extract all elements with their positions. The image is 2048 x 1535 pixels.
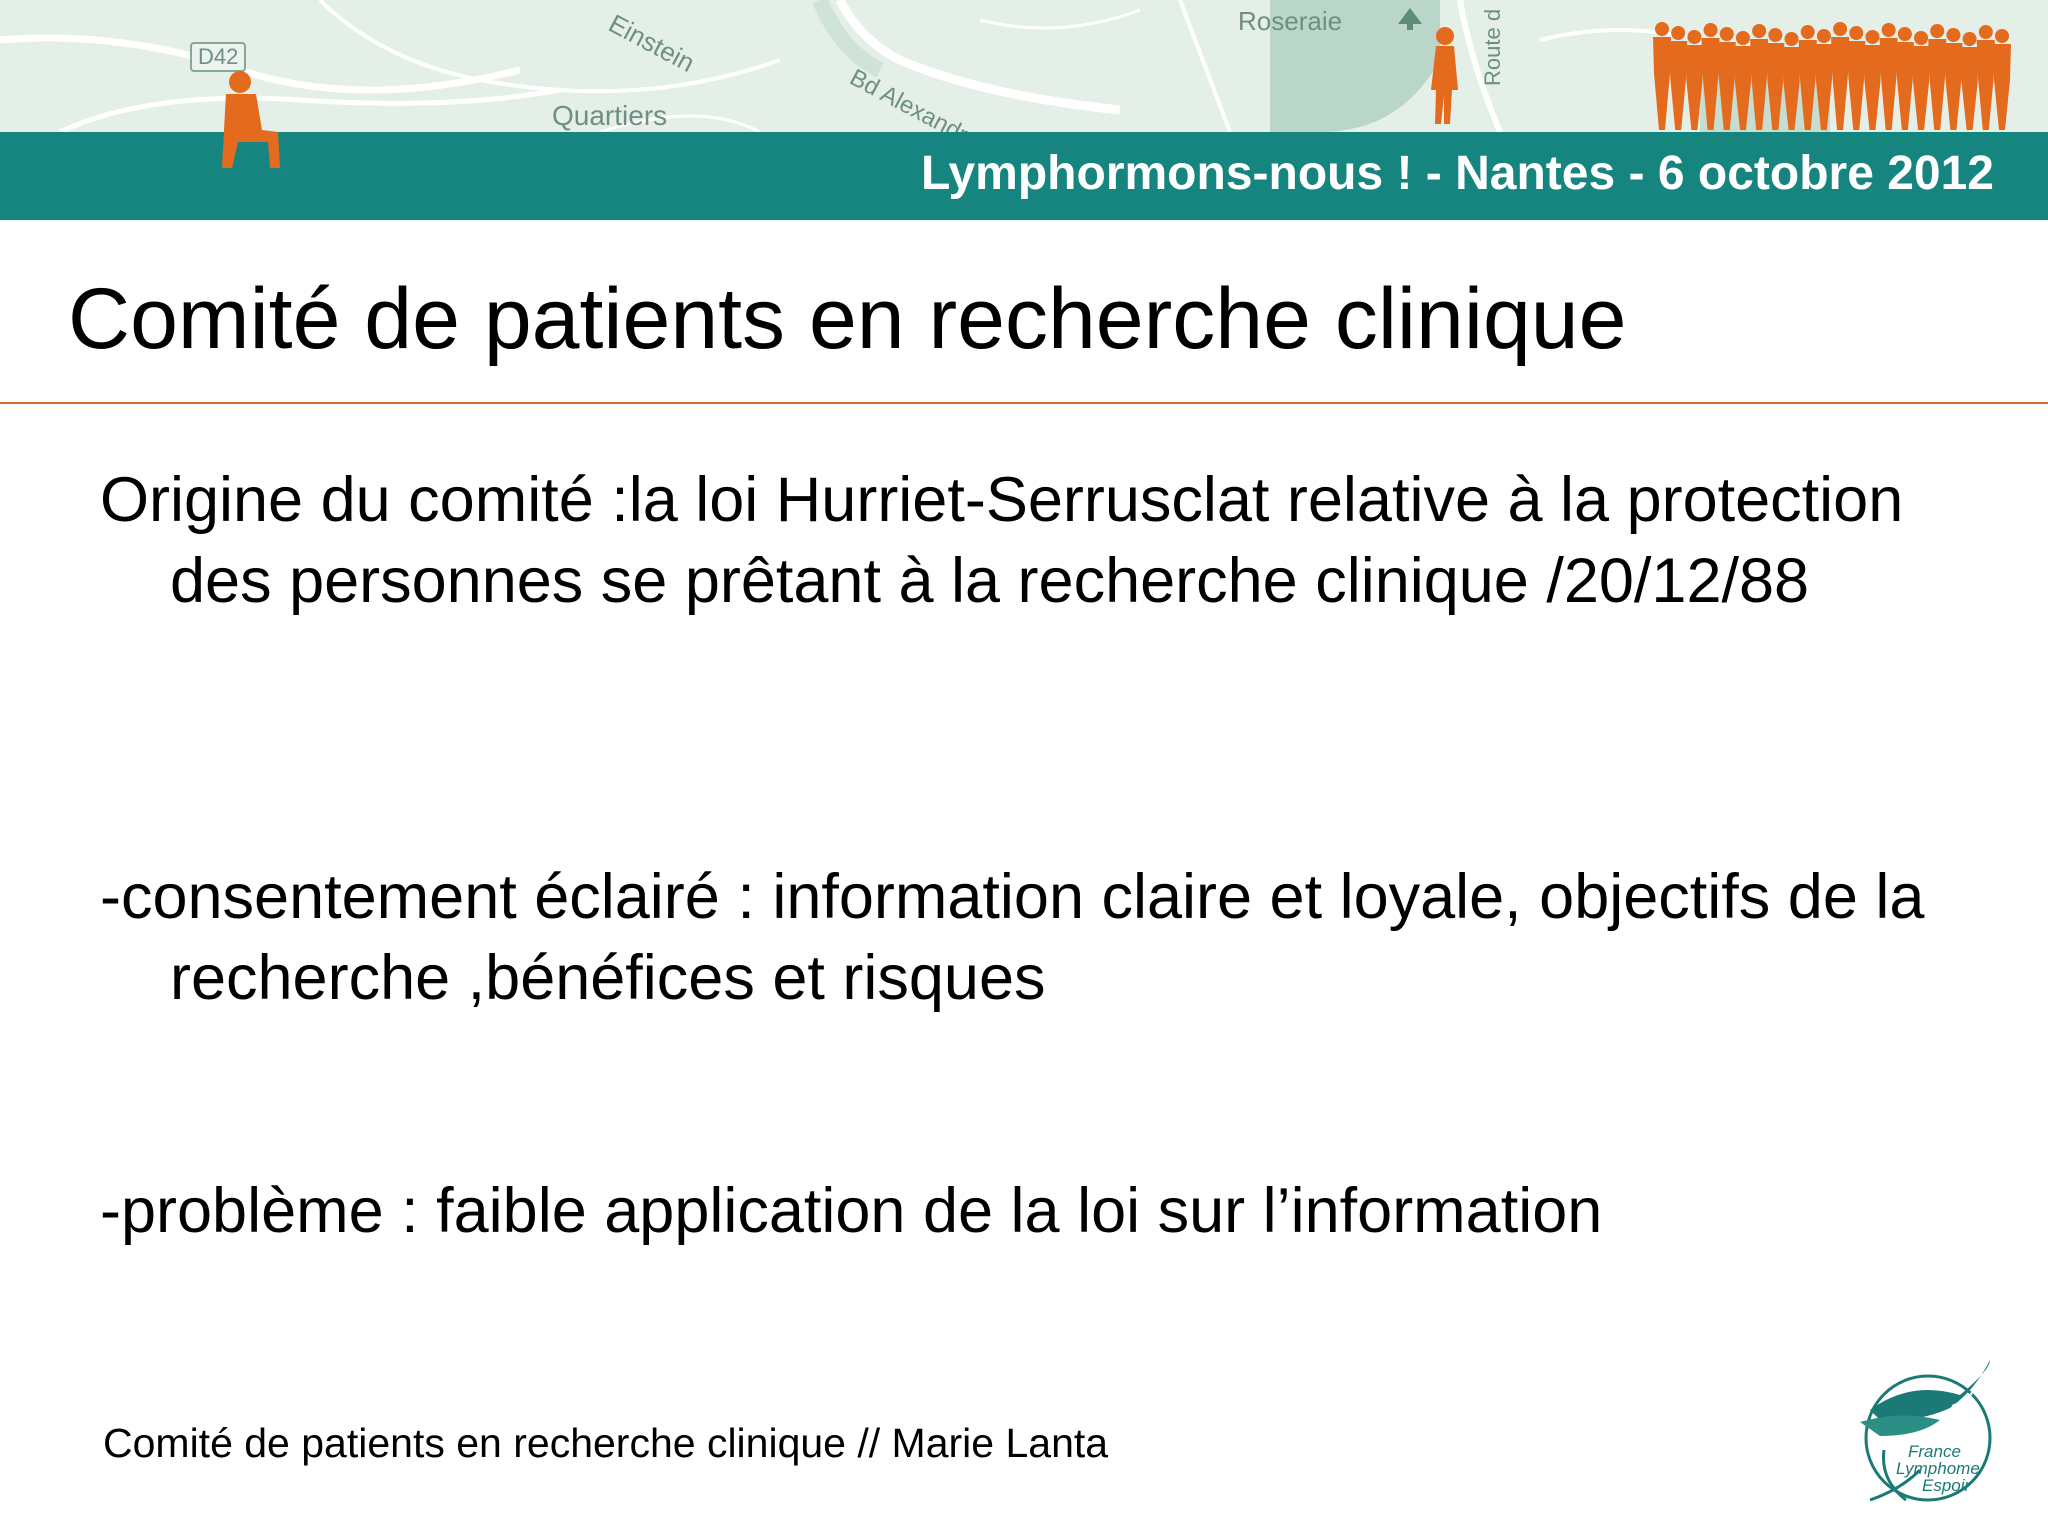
map-label-einstein: Einstein (603, 8, 700, 78)
header-title-band (0, 132, 2048, 220)
logo-text-france: France (1908, 1442, 1961, 1461)
header-map-banner (0, 0, 2048, 132)
map-background-art (0, 0, 2048, 132)
map-label-quartiers: Quartiers (552, 100, 668, 131)
slide-title: Comité de patients en recherche clinique (68, 271, 1627, 367)
paragraph-consentement: -consentement éclairé : information claire et loyale, objectifs de la recherche ,bénéfices et risques (100, 862, 1925, 1013)
map-label-roseraie: Roseraie (1238, 6, 1343, 36)
footer-text: Comité de patients en recherche clinique // Marie Lanta (103, 1420, 1109, 1466)
paragraph-origine: Origine du comité :la loi Hurriet-Serrusclat relative à la protection des personnes se prêtant à la recherche clinique /20/12/88 (100, 465, 1904, 616)
paragraph-probleme: -problème : faible application de la loi sur l’information (100, 1176, 1603, 1246)
logo-text-lymphome: Lymphome (1896, 1459, 1980, 1478)
title-divider (0, 402, 2048, 404)
map-label-route: Route d (1480, 8, 1505, 86)
logo-text-espoir: Espoir (1922, 1476, 1971, 1495)
event-title: Lymphormons-nous ! - Nantes - 6 octobre 2012 (920, 147, 1994, 200)
france-lymphome-espoir-logo (1840, 1350, 2000, 1510)
map-label-d42: D42 (190, 42, 246, 72)
